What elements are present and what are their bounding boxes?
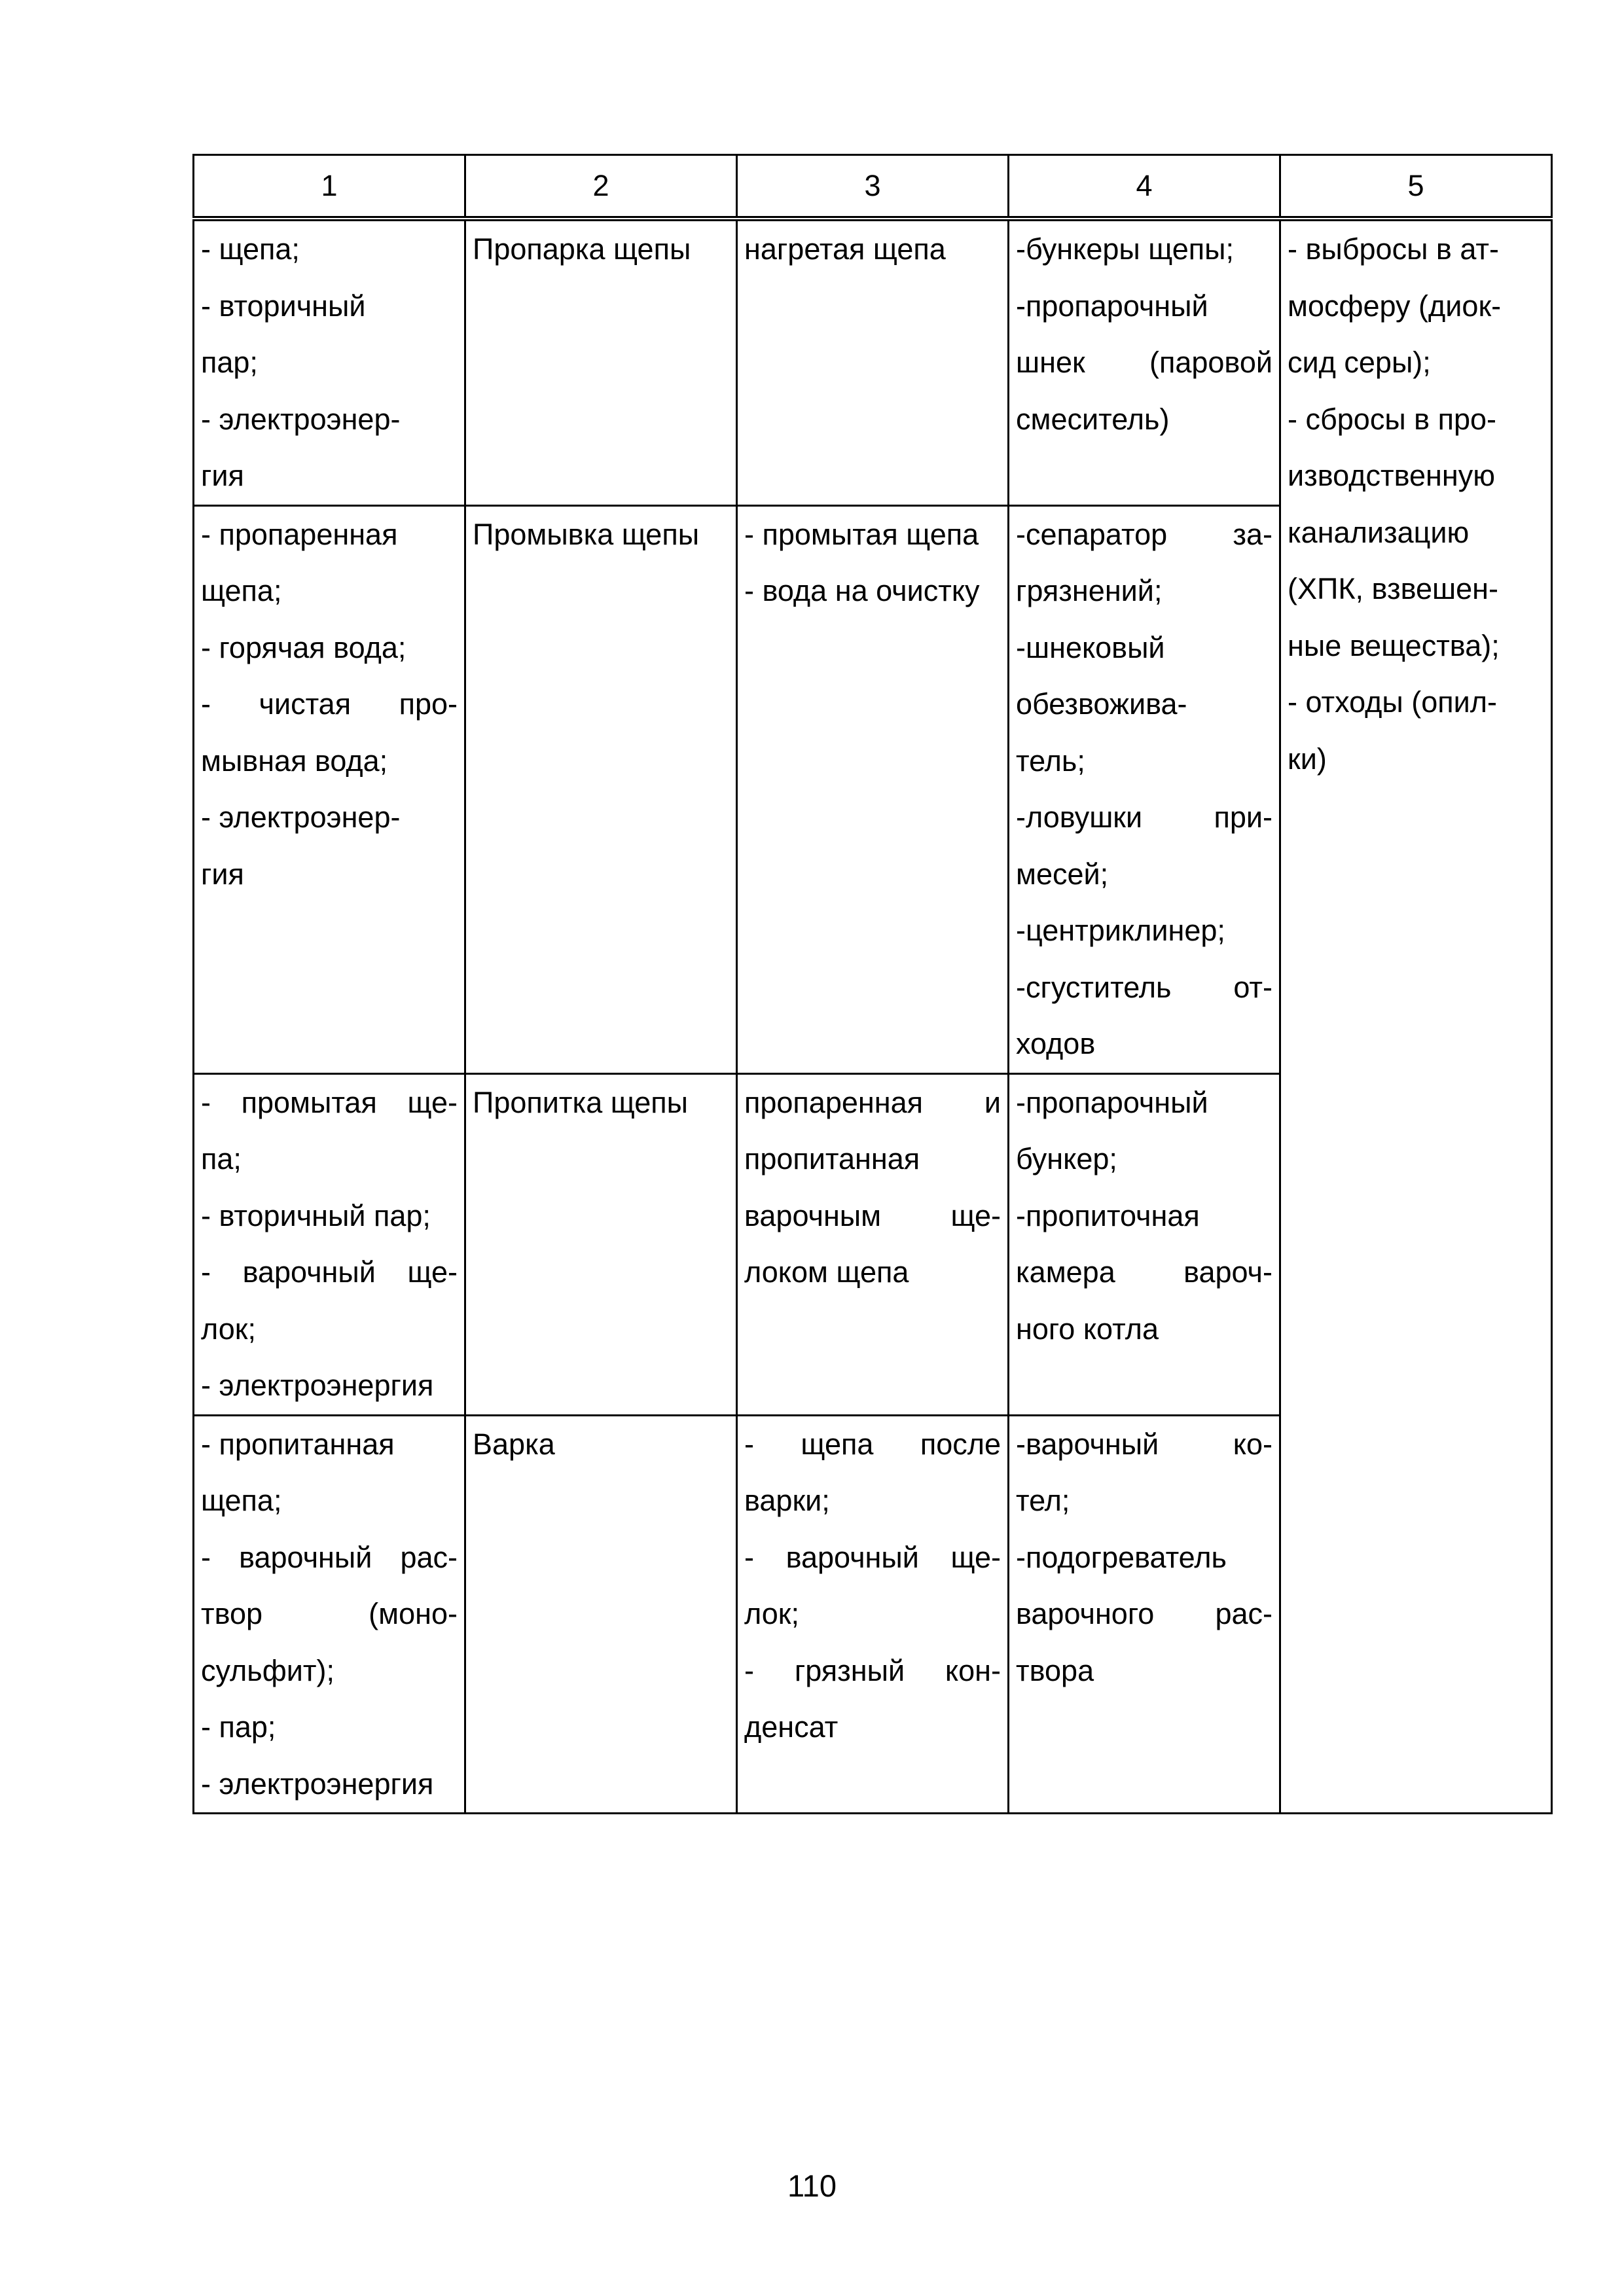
cell-line: - чистая про- (201, 687, 458, 721)
cell-line: - щепа после (744, 1427, 1001, 1461)
cell-line: гия (201, 459, 244, 492)
cell-line: - электроэнергия (201, 1767, 434, 1801)
cell-line: пар; (201, 346, 258, 379)
equipment-cell (1009, 219, 1280, 505)
cell-line: лок; (744, 1597, 799, 1630)
cell-line: лок; (201, 1312, 256, 1346)
cell-line: ходов (1016, 1027, 1096, 1060)
cell-line: шнек (паровой (1016, 346, 1272, 379)
equipment-cell (1009, 505, 1280, 1073)
cell-line: - грязный кон- (744, 1653, 1001, 1687)
cell-line: - вторичный пар; (201, 1198, 431, 1232)
cell-line: -пропиточная (1016, 1198, 1200, 1232)
cell-line: мосферу (диок- (1288, 289, 1502, 323)
cell-line: - пропитанная (201, 1427, 395, 1461)
cell-line: - электроэнер- (201, 402, 401, 436)
table-header-row (194, 155, 1552, 219)
inputs-cell (194, 505, 465, 1073)
page-number: 110 (787, 2168, 837, 2203)
cell-line: твор (моно- (201, 1597, 458, 1630)
outputs-cell (737, 505, 1009, 1073)
cell-line: - вторичный (201, 289, 366, 323)
outputs-cell (737, 1073, 1009, 1415)
cell-line: (ХПК, взвешен- (1288, 572, 1498, 605)
column-header-2: 2 (465, 155, 737, 219)
stage-cell (465, 219, 737, 505)
cell-line: -пропарочный (1016, 289, 1208, 323)
equipment-cell (1009, 1415, 1280, 1814)
cell-line: - варочный ще- (744, 1540, 1001, 1574)
cell-line: -сгуститель от- (1016, 970, 1272, 1004)
cell-line: - горячая вода; (201, 630, 406, 664)
cell-line: - щепа; (201, 232, 300, 266)
cell-line: пропитанная (744, 1142, 920, 1175)
cell-line: изводственную (1288, 459, 1495, 492)
outputs-cell (737, 1415, 1009, 1814)
cell-line: -пропарочный (1016, 1085, 1208, 1119)
cell-line: нагретая щепа (744, 232, 946, 266)
cell-line: камера вароч- (1016, 1255, 1272, 1289)
column-header-3: 3 (737, 155, 1009, 219)
cell-line: обезвожива- (1016, 687, 1187, 721)
cell-line: сид серы); (1288, 346, 1431, 379)
cell-line: - сбросы в про- (1288, 402, 1496, 436)
cell-line: денсат (744, 1710, 839, 1744)
column-header-5: 5 (1280, 155, 1552, 219)
cell-line: Пропарка щепы (473, 232, 691, 266)
cell-line: -ловушки при- (1016, 800, 1272, 834)
cell-line: - электроэнергия (201, 1369, 434, 1402)
cell-line: варочного рас- (1016, 1597, 1272, 1630)
cell-line: пропаренная и (744, 1085, 1001, 1119)
table-row (194, 219, 1552, 505)
cell-line: грязнений; (1016, 574, 1163, 607)
cell-line: -сепаратор за- (1016, 517, 1272, 551)
cell-line: - варочный ще- (201, 1255, 458, 1289)
process-table (192, 154, 1553, 1814)
cell-line: - промытая щепа (744, 517, 979, 551)
inputs-cell (194, 1415, 465, 1814)
cell-line: - электроэнер- (201, 800, 401, 834)
inputs-cell (194, 1073, 465, 1415)
cell-line: твора (1016, 1653, 1094, 1687)
cell-line: тель; (1016, 744, 1085, 778)
cell-line: канализацию (1288, 515, 1470, 549)
cell-line: Промывка щепы (473, 517, 700, 551)
cell-line: локом щепа (744, 1255, 909, 1289)
cell-line: щепа; (201, 574, 282, 607)
cell-line: -варочный ко- (1016, 1427, 1272, 1461)
cell-line: - пар; (201, 1710, 276, 1744)
cell-line: - варочный рас- (201, 1540, 458, 1574)
cell-line: ки) (1288, 742, 1327, 776)
cell-line: ные вещества); (1288, 628, 1500, 662)
cell-line: -подогреватель (1016, 1540, 1227, 1574)
cell-line: ного котла (1016, 1312, 1159, 1346)
cell-line: -шнековый (1016, 630, 1165, 664)
cell-line: тел; (1016, 1484, 1070, 1517)
cell-line: варочным ще- (744, 1198, 1001, 1232)
column-header-1: 1 (194, 155, 465, 219)
cell-line: -бункеры щепы; (1016, 232, 1234, 266)
cell-line: мывная вода; (201, 744, 388, 778)
cell-line: гия (201, 857, 244, 891)
cell-line: Пропитка щепы (473, 1085, 688, 1119)
cell-line: - выбросы в ат- (1288, 232, 1499, 266)
cell-line: смеситель) (1016, 402, 1170, 436)
cell-line: сульфит); (201, 1653, 334, 1687)
cell-line: Варка (473, 1427, 555, 1461)
emissions-cell (1280, 219, 1552, 1814)
outputs-cell (737, 219, 1009, 505)
cell-line: -центриклинер; (1016, 914, 1225, 947)
cell-line: па; (201, 1142, 242, 1175)
stage-cell (465, 1415, 737, 1814)
cell-line: бункер; (1016, 1142, 1117, 1175)
cell-line: щепа; (201, 1484, 282, 1517)
cell-line: варки; (744, 1484, 830, 1517)
cell-line: - отходы (опил- (1288, 685, 1498, 719)
equipment-cell (1009, 1073, 1280, 1415)
stage-cell (465, 1073, 737, 1415)
cell-line: - вода на очистку (744, 574, 980, 607)
cell-line: - промытая ще- (201, 1085, 458, 1119)
stage-cell (465, 505, 737, 1073)
cell-line: - пропаренная (201, 517, 398, 551)
cell-line: месей; (1016, 857, 1109, 891)
column-header-4: 4 (1009, 155, 1280, 219)
inputs-cell (194, 219, 465, 505)
